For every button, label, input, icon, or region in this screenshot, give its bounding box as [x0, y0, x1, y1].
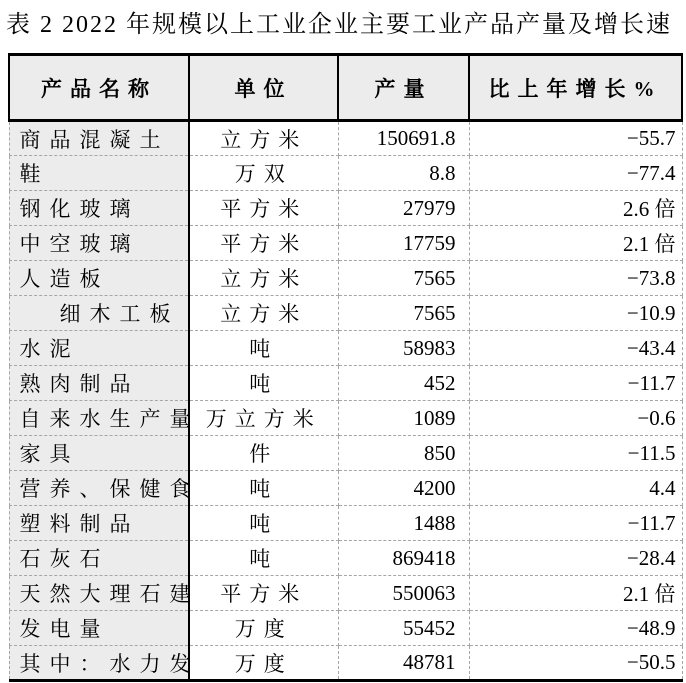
- growth-cell: 2.6 倍: [469, 191, 682, 226]
- product-name-cell: 人造板: [9, 261, 189, 296]
- growth-cell: −50.5: [469, 646, 682, 681]
- output-cell: 17759: [338, 226, 469, 261]
- product-name-cell: 石灰石: [9, 541, 189, 576]
- unit-cell: 平方米: [189, 191, 338, 226]
- product-name-cell: 家具: [9, 436, 189, 471]
- product-name-cell: 商品混凝土: [9, 121, 189, 156]
- output-cell: 7565: [338, 296, 469, 331]
- product-name-cell: 自来水生产量: [9, 401, 189, 436]
- product-name-cell: 细木工板: [9, 296, 189, 331]
- table-row: [9, 401, 682, 436]
- unit-cell: 立方米: [189, 121, 338, 156]
- unit-cell: 立方米: [189, 261, 338, 296]
- header-growth: 比上年增长%: [469, 55, 682, 121]
- product-name-cell: 鞋: [9, 156, 189, 191]
- table-row: [9, 331, 682, 366]
- product-name-cell: 水泥: [9, 331, 189, 366]
- table-row: [9, 436, 682, 471]
- growth-cell: −0.6: [469, 401, 682, 436]
- product-name-cell: 其中：水力发: [9, 646, 189, 681]
- growth-cell: −10.9: [469, 296, 682, 331]
- unit-cell: 平方米: [189, 226, 338, 261]
- industrial-output-table: [8, 53, 683, 682]
- growth-cell: −73.8: [469, 261, 682, 296]
- table-body: [9, 121, 682, 681]
- table-row: [9, 366, 682, 401]
- growth-cell: 4.4: [469, 471, 682, 506]
- unit-cell: 件: [189, 436, 338, 471]
- header-output: 产量: [338, 55, 469, 121]
- unit-cell: 吨: [189, 506, 338, 541]
- output-cell: 1089: [338, 401, 469, 436]
- table-row: [9, 611, 682, 646]
- output-cell: 150691.8: [338, 121, 469, 156]
- product-name-cell: 塑料制品: [9, 506, 189, 541]
- output-cell: 8.8: [338, 156, 469, 191]
- growth-cell: −28.4: [469, 541, 682, 576]
- output-cell: 550063: [338, 576, 469, 611]
- output-cell: 4200: [338, 471, 469, 506]
- product-name-cell: 天然大理石建: [9, 576, 189, 611]
- unit-cell: 吨: [189, 541, 338, 576]
- output-cell: 58983: [338, 331, 469, 366]
- growth-cell: −43.4: [469, 331, 682, 366]
- unit-cell: 吨: [189, 471, 338, 506]
- product-name-cell: 熟肉制品: [9, 366, 189, 401]
- header-unit: 单位: [189, 55, 338, 121]
- product-name-cell: 中空玻璃: [9, 226, 189, 261]
- growth-cell: −11.7: [469, 506, 682, 541]
- output-cell: 850: [338, 436, 469, 471]
- table-title: 表 2 2022 年规模以上工业企业主要工业产品产量及增长速: [6, 12, 672, 38]
- output-cell: 48781: [338, 646, 469, 681]
- output-cell: 27979: [338, 191, 469, 226]
- table-row: [9, 646, 682, 681]
- unit-cell: 万度: [189, 646, 338, 681]
- output-cell: 7565: [338, 261, 469, 296]
- unit-cell: 万度: [189, 611, 338, 646]
- product-name-cell: 钢化玻璃: [9, 191, 189, 226]
- growth-cell: −48.9: [469, 611, 682, 646]
- product-name-cell: 营养、保健食: [9, 471, 189, 506]
- table-row: [9, 261, 682, 296]
- growth-cell: 2.1 倍: [469, 576, 682, 611]
- output-cell: 869418: [338, 541, 469, 576]
- table-row: [9, 226, 682, 261]
- table-row: [9, 471, 682, 506]
- table-header: [9, 55, 682, 121]
- growth-cell: 2.1 倍: [469, 226, 682, 261]
- product-name-cell: 发电量: [9, 611, 189, 646]
- output-cell: 452: [338, 366, 469, 401]
- table-row: [9, 296, 682, 331]
- unit-cell: 万双: [189, 156, 338, 191]
- growth-cell: −77.4: [469, 156, 682, 191]
- header-product-name: 产品名称: [9, 55, 189, 121]
- unit-cell: 吨: [189, 331, 338, 366]
- table-row: [9, 191, 682, 226]
- unit-cell: 万立方米: [189, 401, 338, 436]
- output-cell: 55452: [338, 611, 469, 646]
- table-row: [9, 576, 682, 611]
- growth-cell: −11.7: [469, 366, 682, 401]
- table-row: [9, 156, 682, 191]
- header-row: [9, 55, 682, 121]
- growth-cell: −11.5: [469, 436, 682, 471]
- output-cell: 1488: [338, 506, 469, 541]
- table-row: [9, 506, 682, 541]
- unit-cell: 平方米: [189, 576, 338, 611]
- unit-cell: 立方米: [189, 296, 338, 331]
- table-row: [9, 541, 682, 576]
- table-row: [9, 121, 682, 156]
- unit-cell: 吨: [189, 366, 338, 401]
- growth-cell: −55.7: [469, 121, 682, 156]
